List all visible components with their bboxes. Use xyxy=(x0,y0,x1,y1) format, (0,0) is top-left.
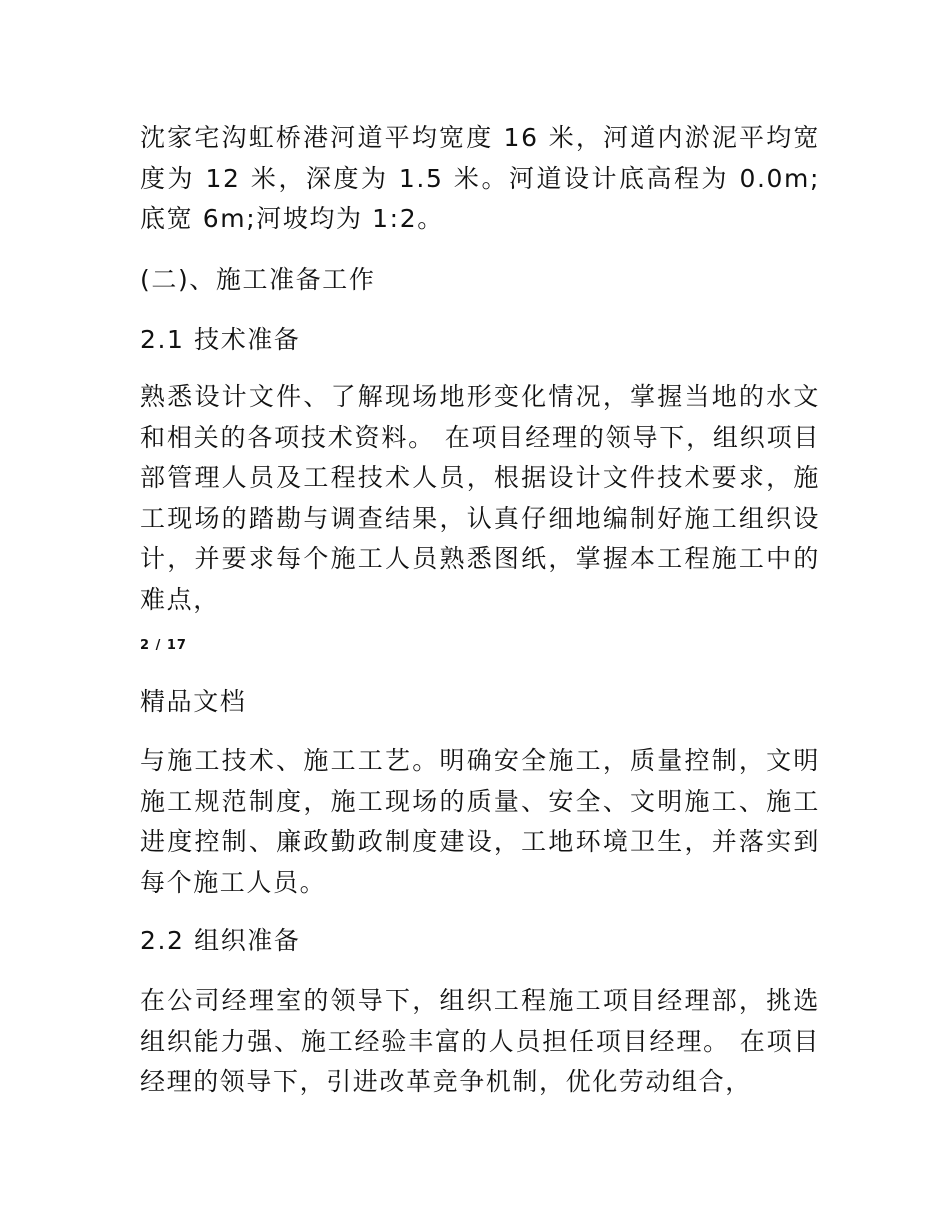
technical-preparation-paragraph: 熟悉设计文件、了解现场地形变化情况，掌握当地的水文和相关的各项技术资料。 在项目经理的领导下，组织项目部管理人员及工程技术人员，根据设计文件技术要求，施工现场的踏勘与调查结果，认真仔细地编制好施工组织设计，并要求每个施工人员熟悉图纸，掌握本工程施工中的难点， xyxy=(140,382,820,614)
technical-preparation-continued-paragraph: 与施工技术、施工工艺。明确安全施工，质量控制，文明施工规范制度，施工现场的质量、安全、文明施工、施工进度控制、廉政勤政制度建设，工地环境卫生，并落实到每个施工人员。 xyxy=(140,746,820,897)
subsection-heading-organization-preparation: 2.2 组织准备 xyxy=(140,926,301,955)
river-description-paragraph: 沈家宅沟虹桥港河道平均宽度 16 米，河道内淤泥平均宽度为 12 米，深度为 1.5 米。河道设计底高程为 0.0m;底宽 6m;河坡均为 1:2。 xyxy=(140,123,820,233)
section-heading-construction-preparation: (二)、施工准备工作 xyxy=(140,265,376,294)
page-number: 2 / 17 xyxy=(140,638,187,653)
organization-preparation-paragraph: 在公司经理室的领导下，组织工程施工项目经理部，挑选组织能力强、施工经验丰富的人员担任项目经理。 在项目经理的领导下，引进改革竞争机制，优化劳动组合， xyxy=(140,986,820,1096)
document-watermark-heading: 精品文档 xyxy=(140,687,247,716)
subsection-heading-technical-preparation: 2.1 技术准备 xyxy=(140,325,301,354)
